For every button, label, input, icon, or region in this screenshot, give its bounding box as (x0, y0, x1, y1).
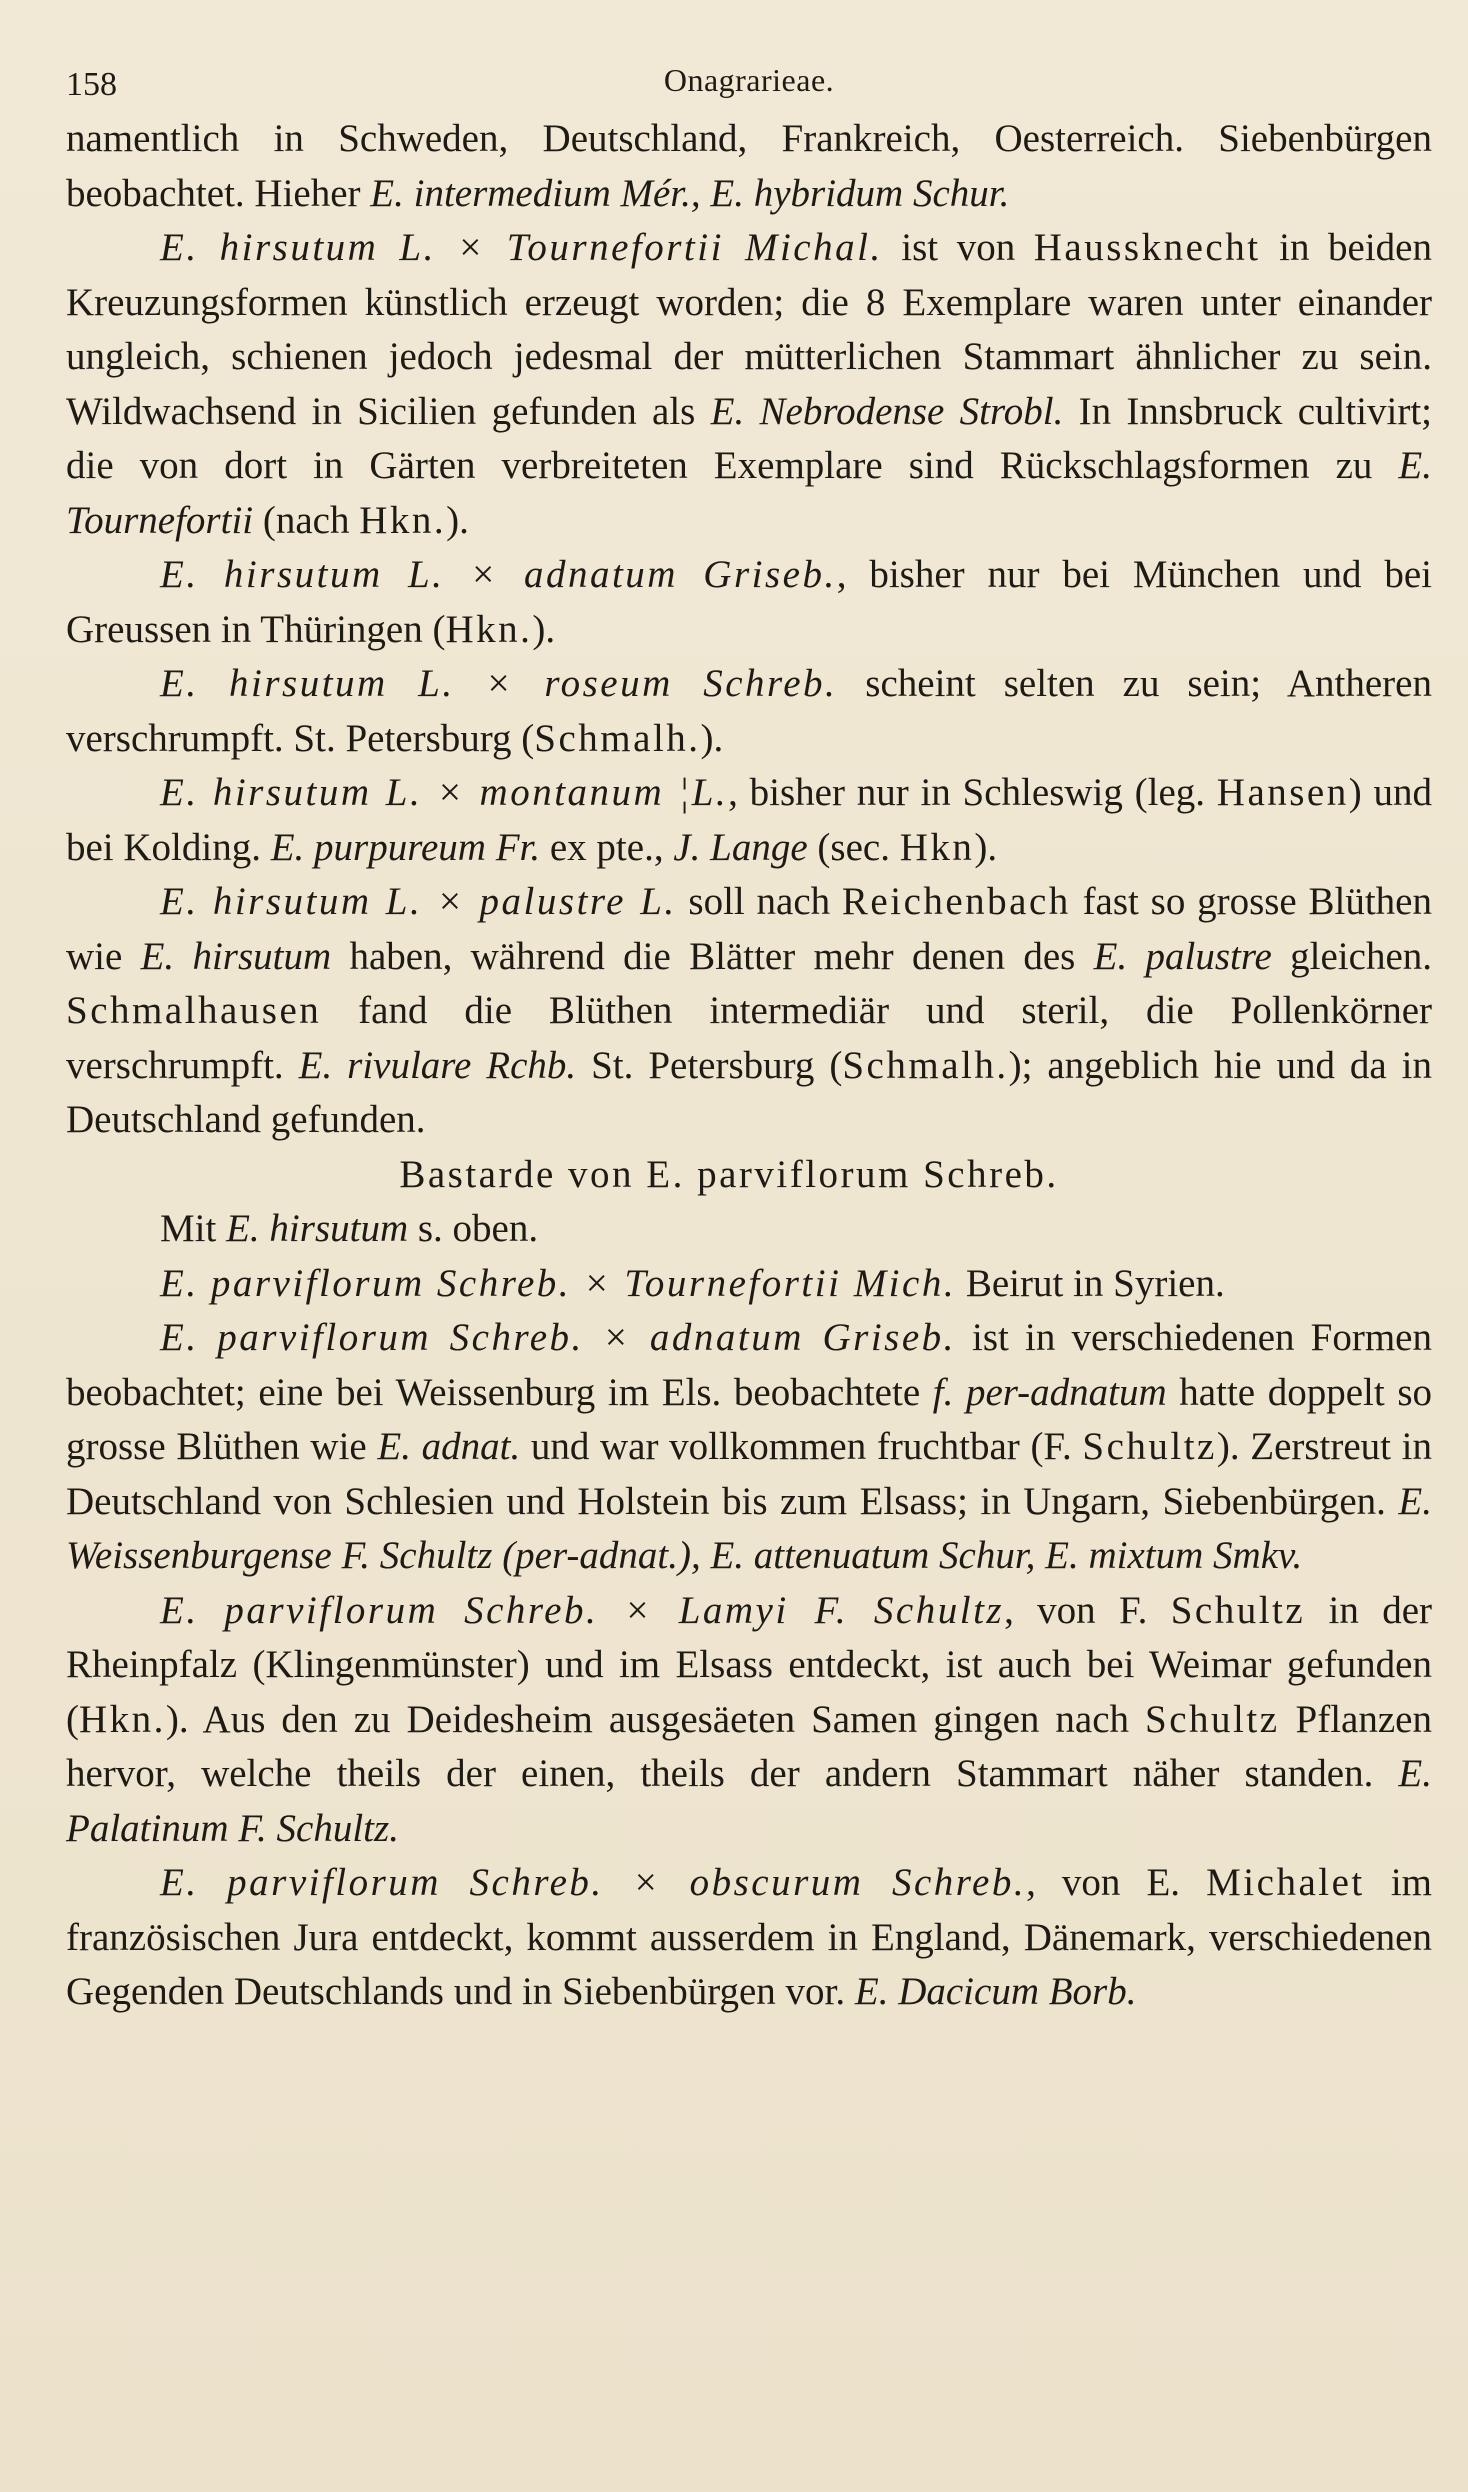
text-run: ). Aus den zu Deidesheim ausgesäeten Samen gingen nach (165, 1697, 1146, 1741)
text-run: , von E. (1026, 1861, 1207, 1904)
author-name: Schmalh. (534, 716, 701, 760)
text-run: ). (532, 607, 556, 651)
taxon-name: E. palustre (1093, 934, 1272, 978)
author-name: Michalet (1206, 1861, 1365, 1904)
text-run: hatte doppelt so grosse Blüthen wie (66, 1370, 1432, 1468)
text-run: fast so grosse Blüthen wie (66, 880, 1432, 978)
running-head (66, 52, 1432, 112)
paragraph (66, 766, 1432, 875)
author-name: Schmalhausen (66, 989, 322, 1032)
text-run: In Innsbruck cultivirt; die von dort in Gärten verbreiteten Exemplare sind Rückschlagsformen zu (66, 389, 1433, 487)
taxon-name: E. hirsutum (140, 934, 332, 978)
section-heading (66, 1148, 1432, 1203)
taxon-name: E. hirsutum L. × montanum ¦L. (160, 771, 729, 814)
author-name: Schmalh. (842, 1043, 1009, 1087)
text-run: Beirut in Syrien. (956, 1261, 1225, 1305)
author-name: Reichenbach (841, 880, 1071, 923)
taxon-name: E. Dacicum Borb. (854, 1970, 1137, 2013)
text-run: ) und bei Kolding. (66, 771, 1432, 869)
author-name: Haussknecht (1033, 226, 1261, 269)
author-name: Hansen (1216, 771, 1349, 814)
paragraph (66, 1584, 1432, 1857)
taxon-name: E. purpureum Fr. (270, 825, 541, 869)
text-run: , bisher nur in Schleswig (leg. (728, 771, 1217, 814)
text-run: Mit (160, 1207, 227, 1250)
author-name: Schultz (1082, 1425, 1217, 1468)
taxon-name: E. hirsutum L. × Tournefortii Michal. (160, 226, 883, 269)
text-run: (nach (253, 498, 360, 542)
paragraph (66, 112, 1432, 221)
paragraph (66, 1202, 1432, 1257)
taxon-name: E. hirsutum L. × palustre L. (160, 880, 677, 923)
paragraph (66, 548, 1432, 657)
text-run: und war vollkommen fruchtbar (F. (520, 1425, 1083, 1468)
taxon-name: E. hirsutum L. × roseum Schreb. (160, 662, 838, 705)
author-name: Hkn (899, 825, 975, 869)
text-run: ). (974, 825, 998, 869)
taxon-name: E. parviflorum Schreb. × Tournefortii Mich. (160, 1261, 957, 1305)
text-run: soll nach (676, 880, 842, 923)
body-text (66, 112, 1432, 2020)
paragraph (66, 221, 1432, 548)
taxon-name: E. hirsutum (226, 1207, 409, 1250)
text-run: haben, während die Blätter mehr denen des (331, 934, 1094, 978)
text-run: ex pte., (540, 825, 674, 869)
author-name: Schultz (1145, 1697, 1280, 1741)
taxon-name: E. Weissenburgense F. Schultz (per-adnat.), E. attenuatum Schur, E. mixtum Smkv. (66, 1479, 1432, 1577)
taxon-name: E. adnat. (377, 1425, 521, 1468)
taxon-name: E. intermedium Mér., E. hybridum Schur. (370, 171, 1010, 215)
running-title: Onagrarieae. (663, 62, 835, 98)
text-run: ). (446, 498, 469, 542)
text-run: fand die Blüthen intermediär und steril, die Pollenkörner verschrumpft. (66, 989, 1432, 1087)
paragraph (66, 657, 1432, 766)
text-run: namentlich in Schweden, Deutschland, Frankreich, Oesterreich. Siebenbürgen beobachtet. Hieher (66, 117, 1432, 215)
taxon-name: E. parviflorum Schreb. × Lamyi F. Schultz (160, 1588, 1005, 1632)
text-run: ). Zerstreut in Deutschland von Schlesien und Holstein bis zum Elsass; in Ungarn, Siebenbürgen. (66, 1425, 1432, 1523)
taxon-name: E. rivulare Rchb. (298, 1043, 577, 1087)
text-run: gleichen. (1271, 934, 1433, 978)
taxon-name: E. parviflorum Schreb. × obscurum Schreb. (160, 1861, 1027, 1904)
taxon-name: E. Nebrodense Strobl. (710, 389, 1064, 433)
author-name: Bastarde von E. parviflorum Schreb. (399, 1152, 1059, 1196)
text-run: Pflanzen hervor, welche theils der einen, theils der andern Stammart näher standen. (66, 1697, 1432, 1795)
text-run: im französischen Jura entdeckt, kommt ausserdem in England, Dänemark, verschiedenen Gegenden Deutschlands und in Siebenbürgen vor. (66, 1861, 1432, 2013)
text-run: ist in verschiedenen Formen beobachtet; eine bei Weissenburg im Els. beobachtete (66, 1316, 1432, 1414)
taxon-name: E. parviflorum Schreb. × adnatum Griseb. (160, 1316, 956, 1359)
taxon-name: J. Lange (673, 825, 808, 869)
text-run: ist von (882, 226, 1034, 269)
taxon-name: E. Palatinum F. Schultz. (66, 1752, 1432, 1850)
text-run: (sec. (807, 825, 900, 869)
paragraph (66, 875, 1432, 1148)
paragraph (66, 1856, 1432, 2020)
text-run: ). (700, 716, 724, 760)
page-number: 158 (66, 66, 117, 103)
paragraph (66, 1257, 1432, 1312)
author-name: Hkn. (445, 607, 533, 651)
text-run: , von F. (1004, 1588, 1171, 1632)
text-run: s. oben. (408, 1207, 539, 1250)
author-name: Schultz (1170, 1588, 1306, 1632)
text-run: ); angeblich hie und da in Deutschland gefunden. (66, 1043, 1433, 1141)
author-name: Hkn. (359, 498, 447, 542)
taxon-name: E. Tournefortii (66, 444, 1432, 542)
text-run: in beiden Kreuzungsformen künstlich erzeugt worden; die 8 Exemplare waren unter einander ungleich, schienen jedoch jedesmal der mütterlichen Stammart ähnlicher zu sein. Wildwachsend in Sicilien gefunden als (66, 226, 1432, 433)
text-run: in der Rheinpfalz (Klingenmünster) und im Elsass entdeckt, ist auch bei Weimar gefunden ( (66, 1588, 1433, 1741)
paragraph (66, 1311, 1432, 1584)
text-run: , bisher nur bei München und bei Greussen in Thüringen ( (66, 553, 1432, 651)
text-run: St. Petersburg ( (576, 1043, 843, 1087)
taxon-name: f. per-adnatum (932, 1370, 1167, 1414)
author-name: Hkn. (79, 1697, 166, 1741)
taxon-name: E. hirsutum L. × adnatum Griseb. (160, 553, 837, 596)
text-run: scheint selten zu sein; Antheren verschrumpft. St. Petersburg ( (66, 662, 1432, 760)
